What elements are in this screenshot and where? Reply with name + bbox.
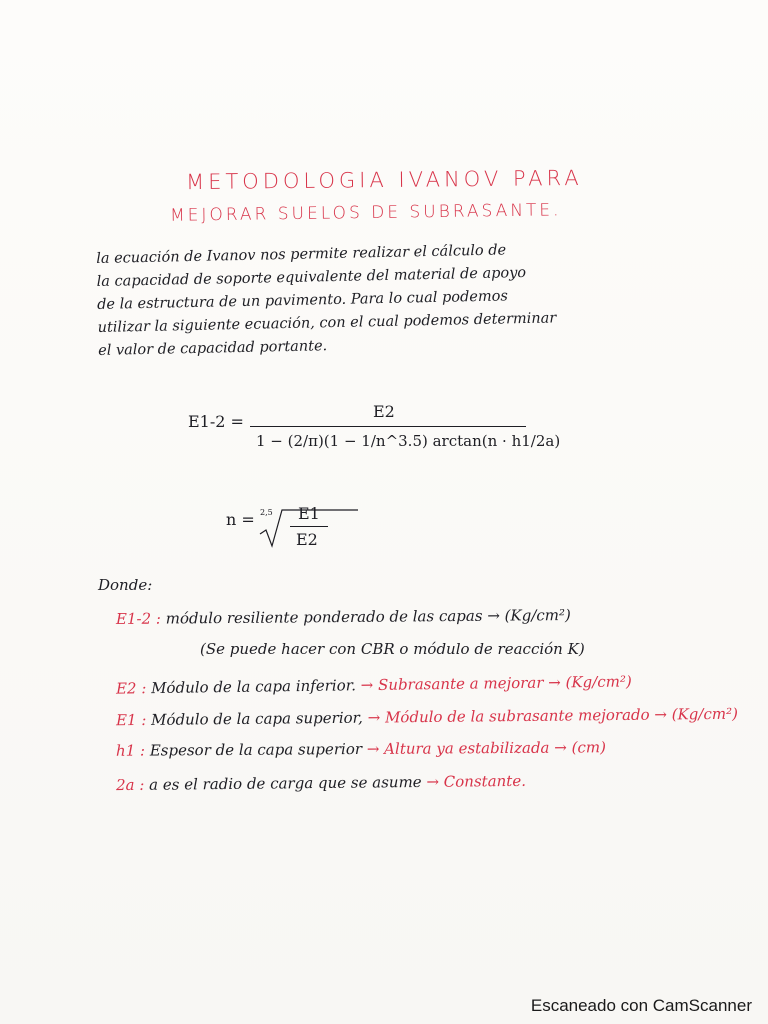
definition-row <box>116 705 738 730</box>
donde-label: Donde: <box>98 576 153 594</box>
root-index: 2,5 <box>260 508 273 517</box>
definition-extra: (Se puede hacer con CBR o módulo de reacción K) <box>200 640 585 658</box>
definition-text: Módulo de la capa inferior. <box>151 676 357 698</box>
definition-symbol: E2 : <box>115 679 147 698</box>
title-line-1: METODOLOGIA IVANOV PARA <box>185 165 583 195</box>
definition-symbol: h1 : <box>115 741 146 760</box>
definition-text: módulo resiliente ponderado de las capas <box>165 606 483 628</box>
definition-text: a es el radio de carga que se asume <box>149 772 422 794</box>
equation-numerator: E2 <box>373 402 395 421</box>
definition-note: → (Kg/cm²) <box>487 606 571 625</box>
fraction-bar <box>290 526 328 527</box>
definition-symbol: E1-2 : <box>115 609 162 628</box>
definition-symbol: E1 : <box>115 710 147 730</box>
paragraph-line: la capacidad de soporte equivalente del material de apoyo <box>96 265 527 290</box>
definition-row <box>116 772 526 794</box>
n-equation-numerator: E1 <box>298 504 320 523</box>
definition-text: Módulo de la capa superior, <box>151 708 364 729</box>
equation-lhs: E1-2 = <box>188 412 244 431</box>
camscanner-watermark: Escaneado con CamScanner <box>530 996 752 1015</box>
paragraph-line: utilizar la siguiente ecuación, con el cual podemos determinar <box>97 310 557 336</box>
definition-note: → Subrasante a mejorar → (Kg/cm²) <box>360 672 632 695</box>
definition-symbol: 2a : <box>115 775 145 795</box>
n-equation-denominator: E2 <box>296 530 318 549</box>
definition-note: → Altura ya estabilizada → (cm) <box>366 738 606 758</box>
definition-row <box>116 606 571 628</box>
n-equation-lhs: n = <box>226 510 255 529</box>
definition-text: Espesor de la capa superior <box>149 739 363 760</box>
definition-row <box>116 672 632 697</box>
paragraph-line: el valor de capacidad portante. <box>97 338 328 359</box>
paragraph-line: la ecuación de Ivanov nos permite realizar el cálculo de <box>96 242 507 267</box>
intro-paragraph <box>96 236 668 363</box>
paragraph-line: de la estructura de un pavimento. Para lo cual podemos <box>97 288 508 313</box>
title-line-2: MEJORAR SUELOS DE SUBRASANTE. <box>169 200 562 226</box>
definition-note: → Constante. <box>426 771 527 791</box>
equation-denominator: 1 − (2/π)(1 − 1/n^3.5) arctan(n · h1/2a) <box>256 432 561 450</box>
definition-note: → Módulo de la subrasante mejorado → (Kg/cm²) <box>367 704 738 727</box>
definition-row <box>116 738 606 759</box>
fraction-bar <box>250 426 526 427</box>
